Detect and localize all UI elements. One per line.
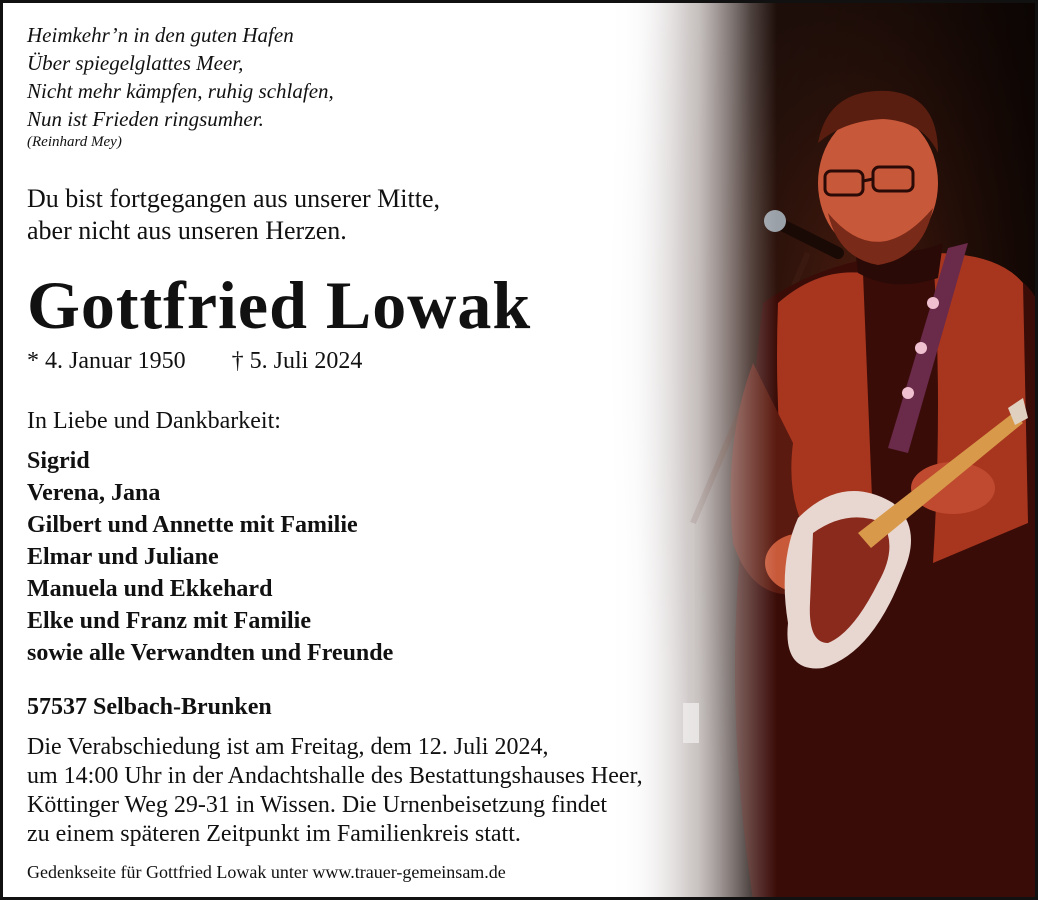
farewell-info xyxy=(27,733,643,849)
musician-photo-illustration xyxy=(603,3,1038,900)
poem-author: (Reinhard Mey) xyxy=(27,134,122,150)
mourner-name: Gilbert und Annette mit Familie xyxy=(27,512,358,538)
mourner-name: Manuela und Ekkehard xyxy=(27,576,273,602)
memorial-quote xyxy=(27,183,440,247)
quote-line: Du bist fortgegangen aus unserer Mitte, xyxy=(27,184,441,213)
place: 57537 Selbach-Brunken xyxy=(27,694,272,720)
mourner-name: Elmar und Juliane xyxy=(27,544,219,570)
deceased-name: Gottfried Lowak xyxy=(27,267,532,343)
mourner-name: Elke und Franz mit Familie xyxy=(27,608,311,634)
life-dates xyxy=(27,345,362,377)
memorial-page-footer: Gedenkseite für Gottfried Lowak unter www.trauer-gemeinsam.de xyxy=(27,862,506,882)
poem-line: Nun ist Frieden ringsumher. xyxy=(27,107,264,131)
mourners-list xyxy=(27,445,393,669)
farewell-line: Die Verabschiedung ist am Freitag, dem 12. Juli 2024, xyxy=(27,734,549,760)
farewell-line: zu einem späteren Zeitpunkt im Familienkreis statt. xyxy=(27,821,521,847)
mourner-name: sowie alle Verwandten und Freunde xyxy=(27,640,394,666)
poem-line: Über spiegelglattes Meer, xyxy=(27,51,244,75)
mourner-name: Sigrid xyxy=(27,448,90,474)
poem xyxy=(27,21,334,151)
mourners-intro: In Liebe und Dankbarkeit: xyxy=(27,408,281,434)
portrait-photo xyxy=(603,3,1038,900)
quote-line: aber nicht aus unseren Herzen. xyxy=(27,216,347,245)
birth-date: * 4. Januar 1950 xyxy=(27,348,186,374)
mourner-name: Verena, Jana xyxy=(27,480,161,506)
poem-line: Nicht mehr kämpfen, ruhig schlafen, xyxy=(27,79,334,103)
poem-line: Heimkehr’n in den guten Hafen xyxy=(27,23,294,47)
death-date: † 5. Juli 2024 xyxy=(231,348,363,374)
farewell-line: um 14:00 Uhr in der Andachtshalle des Bestattungshauses Heer, xyxy=(27,763,643,789)
farewell-line: Köttinger Weg 29-31 in Wissen. Die Urnenbeisetzung findet xyxy=(27,792,608,818)
